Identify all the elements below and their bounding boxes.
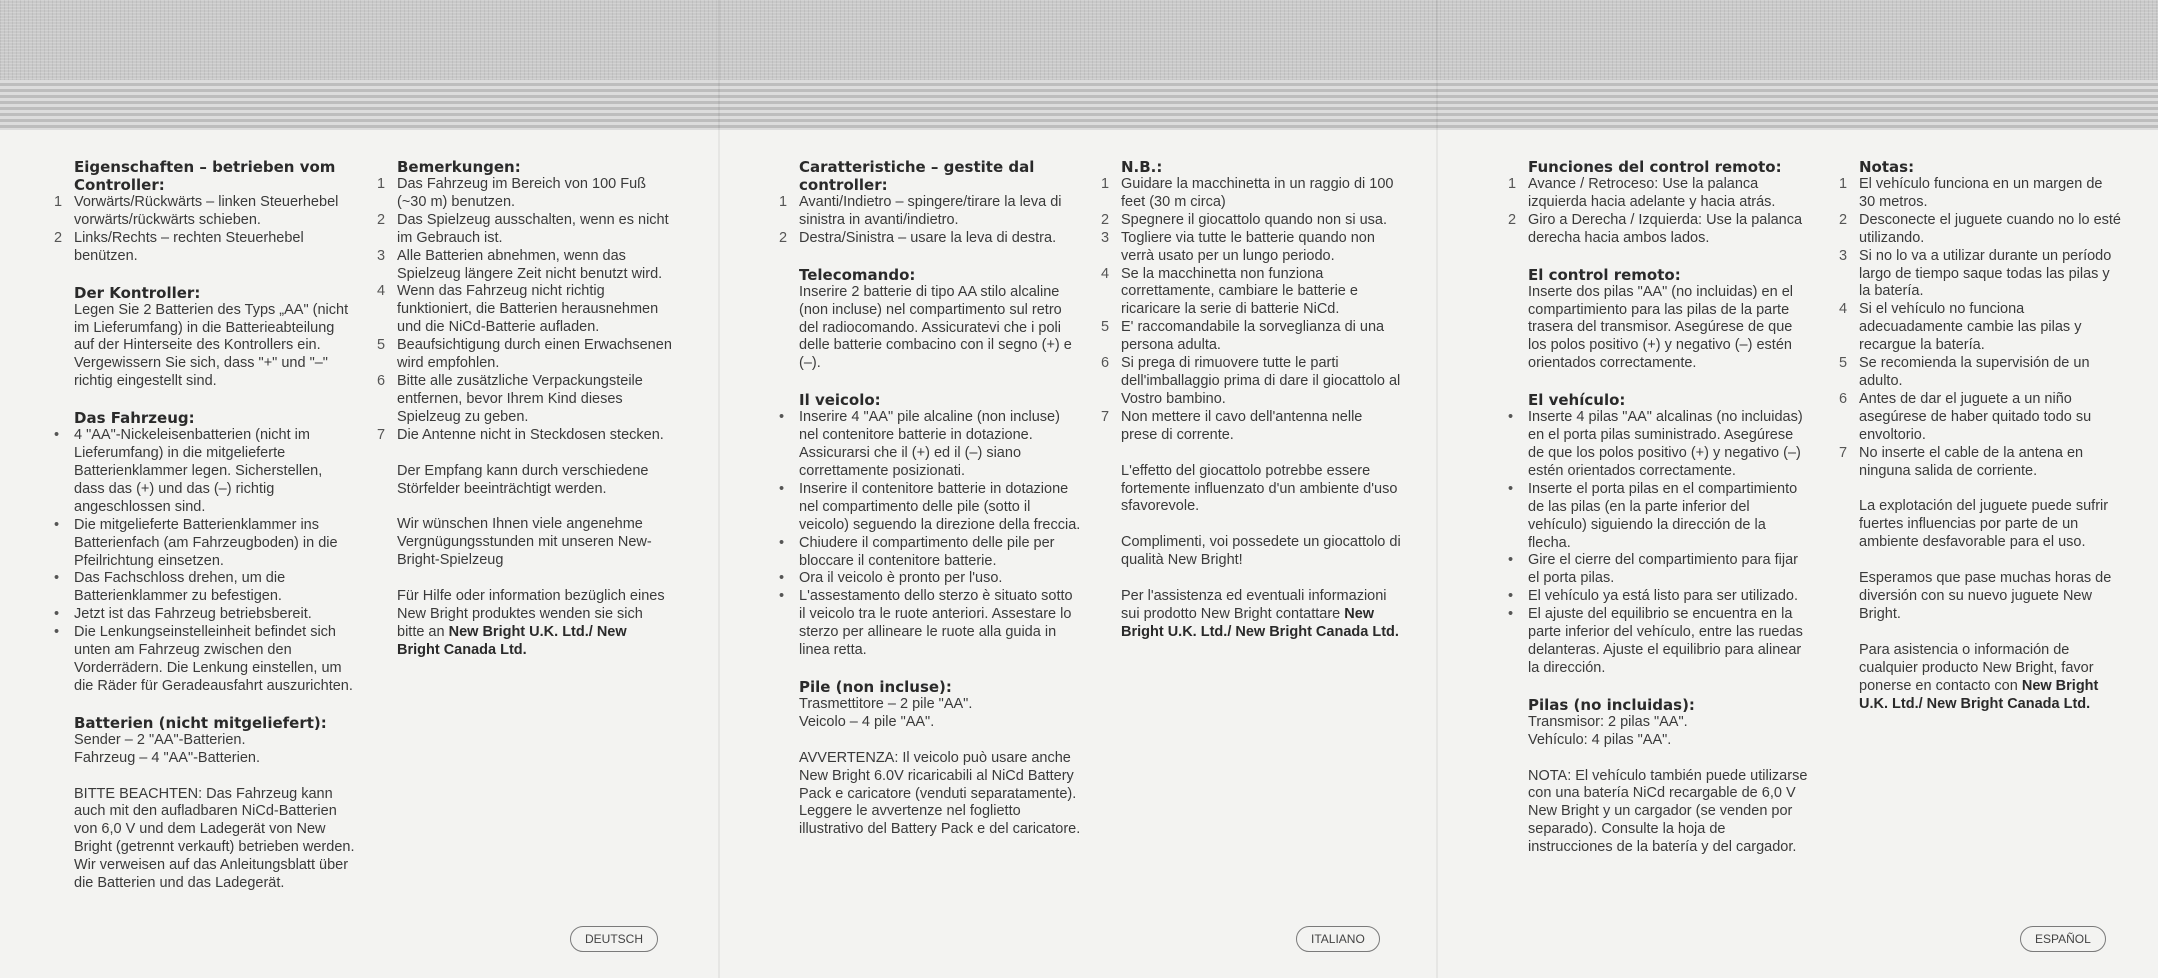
es-batteries-title: Pilas (no incluidas): (1528, 695, 1695, 714)
it-vehicle-section (799, 391, 1081, 660)
it-features-section (799, 158, 1081, 248)
es-batteries-line: Transmisor: 2 pilas "AA". (1528, 713, 1688, 730)
list-item: • Die mitgelieferte Batterienklammer ins Batterienfach (am Fahrzeugboden) in die Pfeilrichtung einsetzen. (74, 517, 356, 571)
language-label-italiano: ITALIANO (1296, 926, 1380, 952)
de-features-list (74, 194, 356, 266)
list-item: • L'assestamento dello sterzo è situato sotto il veicolo tra le ruote anteriori. Assestare lo sterzo per allineare le ruote alla guida in linea retta. (799, 588, 1081, 660)
it-batteries-section (799, 678, 1081, 732)
list-item: El vehículo funciona en un margen de 30 metros. (1859, 176, 2103, 210)
list-item: Beaufsichtigung durch einen Erwachsenen wird empfohlen. (397, 337, 672, 372)
list-item: Destra/Sinistra – usare la leva di destra. (799, 229, 1057, 246)
es-notes-list (1859, 176, 2121, 480)
list-item: • Inserte 4 pilas "AA" alcalinas (no incluidas) en el porta pilas suministrado. Asegúrese de que los polos positivo (+) y negativo (–) estén orientados correctamente. (1528, 409, 1810, 481)
it-remote-section (799, 266, 1081, 374)
de-note-text: BITTE BEACHTEN: Das Fahrzeug kann auch mit den aufladbaren NiCd-Batterien von 6,0 V und dem Ladegerät von New Bright (getrennt verkauft) betrieben werden. Wir verweisen auf das Anleitungsblatt über die Batterien und das Ladegerät. (74, 785, 355, 892)
es-column-1 (1528, 158, 1810, 875)
de-batteries-title: Batterien (nicht mitgeliefert): (74, 713, 327, 732)
it-column-2 (1121, 158, 1401, 660)
de-remarks-list (397, 176, 673, 445)
list-item: • Chiudere il compartimento delle pile per bloccare il contenitore batterie. (799, 535, 1081, 571)
de-batteries-line: Fahrzeug – 4 "AA"-Batterien. (74, 749, 261, 766)
list-item: Guidare la macchinetta in un raggio di 100 feet (30 m circa) (1121, 176, 1394, 210)
list-item: • Inserte el porta pilas en el compartimiento de las pilas (en la parte inferior del vehículo) siguiendo la dirección de la flecha. (1528, 481, 1810, 553)
list-item: Non mettere il cavo dell'antenna nelle prese di corrente. (1121, 408, 1363, 443)
es-vehicle-title: El vehículo: (1528, 391, 1626, 410)
es-note-text: NOTA: El vehículo también puede utilizarse con una batería NiCd recargable de 6,0 V New Bright y un cargador (se venden por separado). Consulte la hoja de instrucciones de la batería y del cargador. (1528, 767, 1808, 856)
es-contact-text (1859, 642, 2121, 714)
it-batteries-title: Pile (non incluse): (799, 677, 952, 696)
de-vehicle-title: Das Fahrzeug: (74, 409, 195, 428)
es-vehicle-section (1528, 391, 1810, 678)
de-vehicle-list (74, 427, 356, 696)
es-contact-lead: Para asistencia o información de cualquier producto New Bright, favor ponerse en contacto con (1859, 641, 2094, 694)
list-item: • Inserire 4 "AA" pile alcaline (non incluse) nel contenitore batterie in dotazione. Assicurarsi che il (+) ed il (–) siano correttamente posizionati. (799, 409, 1081, 481)
it-features-title: Caratteristiche – gestite dal controller: (799, 158, 1035, 194)
it-warning-text: AVVERTENZA: Il veicolo può usare anche New Bright 6.0V ricaricabili al NiCd Battery Pack e caricatore (venduti separatamente). Leggere le avvertenze nel foglietto illustrativo del Battery Pack e del caricatore. (799, 749, 1081, 838)
es-batteries-section (1528, 696, 1810, 750)
list-item: • Ora il veicolo è pronto per l'uso. (799, 570, 1081, 588)
es-usage-text: La explotación del juguete puede sufrir fuertes influencias por parte de un ambiente desfavorable para el uso. (1859, 498, 2109, 551)
language-label-espanol: ESPAÑOL (2020, 926, 2106, 952)
list-item: Antes de dar el juguete a un niño asegúrese de haber quitado todo su envoltorio. (1859, 390, 2092, 443)
es-notes-title: Notas: (1859, 158, 1915, 176)
es-hope-text: Esperamos que pase muchas horas de diversión con su nuevo juguete New Bright. (1859, 570, 2112, 622)
list-item: • El vehículo ya está listo para ser utilizado. (1528, 588, 1810, 606)
list-item: Links/Rechts – rechten Steuerhebel benützen. (74, 229, 304, 264)
list-item: Si no lo va a utilizar durante un período largo de tiempo saque todas las pilas y la batería. (1859, 247, 2112, 300)
es-remote-section (1528, 266, 1810, 374)
de-wishes-text: Wir wünschen Ihnen viele angenehme Vergnügungsstunden mit unseren New-Bright-Spielzeug (397, 516, 652, 569)
es-notes-section (1859, 158, 2121, 480)
es-remote-title: El control remoto: (1528, 265, 1681, 284)
es-vehicle-list (1528, 409, 1810, 678)
it-remote-title: Telecomando: (799, 265, 916, 284)
list-item: Alle Batterien abnehmen, wenn das Spielzeug längere Zeit nicht benutzt wird. (397, 247, 663, 282)
de-vehicle-section (74, 409, 356, 696)
list-item: Bitte alle zusätzliche Verpackungsteile entfernen, bevor Ihrem Kind dieses Spielzeug zu geben. (397, 372, 643, 425)
list-item: E' raccomandabile la sorveglianza di una persona adulta. (1121, 319, 1385, 354)
list-item: Avanti/Indietro – spingere/tirare la leva di sinistra in avanti/indietro. (799, 194, 1062, 228)
de-reception-text: Der Empfang kann durch verschiedene Störfelder beeinträchtigt werden. (397, 462, 649, 497)
it-effect-text: L'effetto del giocattolo potrebbe essere fortemente influenzato d'un ambiente d'uso sfavorevole. (1121, 462, 1398, 515)
it-contact-text (1121, 588, 1401, 642)
it-features-list (799, 194, 1081, 248)
de-controller-section (74, 284, 356, 392)
list-item: Das Spielzeug ausschalten, wenn es nicht im Gebrauch ist. (397, 211, 669, 246)
list-item: • Inserire il contenitore batterie in dotazione nel compartimento delle pile (sotto il veicolo) seguendo la direzione della freccia. (799, 481, 1081, 535)
it-nb-title: N.B.: (1121, 158, 1163, 176)
it-vehicle-title: Il veicolo: (799, 391, 881, 410)
es-column-2 (1859, 158, 2121, 731)
de-features-section (74, 158, 356, 266)
de-batteries-line: Sender – 2 "AA"-Batterien. (74, 731, 246, 748)
list-item: • Gire el cierre del compartimiento para fijar el porta pilas. (1528, 552, 1810, 588)
it-batteries-line: Veicolo – 4 pile "AA". (799, 713, 935, 730)
list-item: • Jetzt ist das Fahrzeug betriebsbereit. (74, 606, 356, 624)
it-nb-section (1121, 158, 1401, 445)
es-remote-text: Inserte dos pilas "AA" (no incluidas) en el compartimiento para las pilas de la parte trasera del transmisor. Asegúrese de que los polos positivo (+) y negativo (–) estén orientados correctamente. (1528, 283, 1793, 372)
list-item: Se la macchinetta non funziona correttamente, cambiare le batterie e ricaricare la serie di batterie NiCd. (1121, 265, 1358, 318)
de-features-title: Eigenschaften – betrieben vom Controller: (74, 158, 336, 194)
list-item: • El ajuste del equilibrio se encuentra en la parte inferior del vehículo, entre las ruedas delanteras. Ajuste el equilibrio para alinear la dirección. (1528, 606, 1810, 678)
list-item: • 4 "AA"-Nickeleisenbatterien (nicht im Lieferumfang) in die mitgelieferte Batterienklammer legen. Sicherstellen, dass das (+) und das (–) richtig angeschlossen sind. (74, 427, 356, 517)
it-contact-lead: Per l'assistenza ed eventuali informazioni sui prodotto New Bright contattare (1121, 588, 1387, 623)
list-item: Si el vehículo no funciona adecuadamente cambie las pilas y recargue la batería. (1859, 301, 2082, 354)
fold-line-right (1436, 0, 1438, 978)
de-controller-title: Der Kontroller: (74, 283, 201, 302)
de-remarks-section (397, 158, 673, 445)
fold-line-left (718, 0, 720, 978)
it-nb-list (1121, 176, 1401, 445)
it-vehicle-list (799, 409, 1081, 660)
it-batteries-line: Trasmettitore – 2 pile "AA". (799, 695, 973, 712)
list-item: • Das Fachschloss drehen, um die Batterienklammer zu befestigen. (74, 570, 356, 606)
list-item: Spegnere il giocattolo quando non si usa. (1121, 211, 1388, 228)
es-functions-title: Funciones del control remoto: (1528, 158, 1782, 176)
de-batteries-section (74, 714, 356, 768)
list-item: Das Fahrzeug im Bereich von 100 Fuß (~30 m) benutzen. (397, 176, 647, 210)
list-item: Si prega di rimuovere tutte le parti dell'imballaggio prima di dare il giocattolo al Vostro bambino. (1121, 355, 1401, 407)
list-item: Togliere via tutte le batterie quando non verrà usato per un lungo periodo. (1121, 229, 1375, 264)
es-functions-section (1528, 158, 1810, 248)
de-remarks-title: Bemerkungen: (397, 158, 521, 176)
es-batteries-line: Vehículo: 4 pilas "AA". (1528, 731, 1672, 748)
language-label-deutsch: DEUTSCH (570, 926, 658, 952)
it-remote-text: Inserire 2 batterie di tipo AA stilo alcaline (non incluse) nel compartimento sul retro del radiocomando. Assicuratevi che i poli delle batterie combacino con il segno (+) e (–). (799, 283, 1072, 372)
de-contact-lead: Für Hilfe oder information bezüglich eines New Bright produktes wenden sie sich bitte an (397, 588, 665, 640)
de-column-1 (74, 158, 356, 911)
list-item: Vorwärts/Rückwärts – linken Steuerhebel vorwärts/rückwärts schieben. (74, 194, 339, 228)
list-item: Se recomienda la supervisión de un adulto. (1859, 355, 2090, 389)
it-congrats-text: Complimenti, voi possedete un giocattolo di qualità New Bright! (1121, 534, 1401, 569)
es-functions-list (1528, 176, 1810, 248)
list-item: No inserte el cable de la antena en ninguna salida de corriente. (1859, 444, 2084, 479)
list-item: • Die Lenkungseinstelleinheit befindet sich unten am Fahrzeug zwischen den Vorderrädern. Die Lenkung einstellen, um die Räder für Geradeausfahrt auszurichten. (74, 624, 356, 696)
list-item: Die Antenne nicht in Steckdosen stecken. (397, 426, 664, 443)
de-company-name: New Bright U.K. Ltd./ New Bright Canada Ltd. (397, 623, 627, 658)
list-item: Avance / Retroceso: Use la palanca izquierda hacia adelante y hacia atrás. (1528, 176, 1776, 210)
top-stripe-band (0, 80, 2158, 130)
de-contact-text (397, 588, 673, 660)
it-column-1 (799, 158, 1081, 857)
it-company-name: New Bright U.K. Ltd./ New Bright Canada Ltd. (1121, 606, 1399, 640)
list-item: Desconecte el juguete cuando no lo esté utilizando. (1859, 211, 2121, 246)
de-column-2 (397, 158, 673, 678)
es-company-name: New Bright U.K. Ltd./ New Bright Canada Ltd. (1859, 677, 2099, 712)
list-item: Giro a Derecha / Izquierda: Use la palanca derecha hacia ambos lados. (1528, 211, 1803, 246)
de-controller-text: Legen Sie 2 Batterien des Typs „AA" (nicht im Lieferumfang) in die Batterieabteilung auf der Hinterseite des Kontrollers ein. Vergewissern Sie sich, dass "+" und "–" richtig eingestellt sind. (74, 301, 349, 390)
list-item: Wenn das Fahrzeug nicht richtig funktioniert, die Batterien herausnehmen und die NiCd-Batterie aufladen. (397, 283, 659, 336)
